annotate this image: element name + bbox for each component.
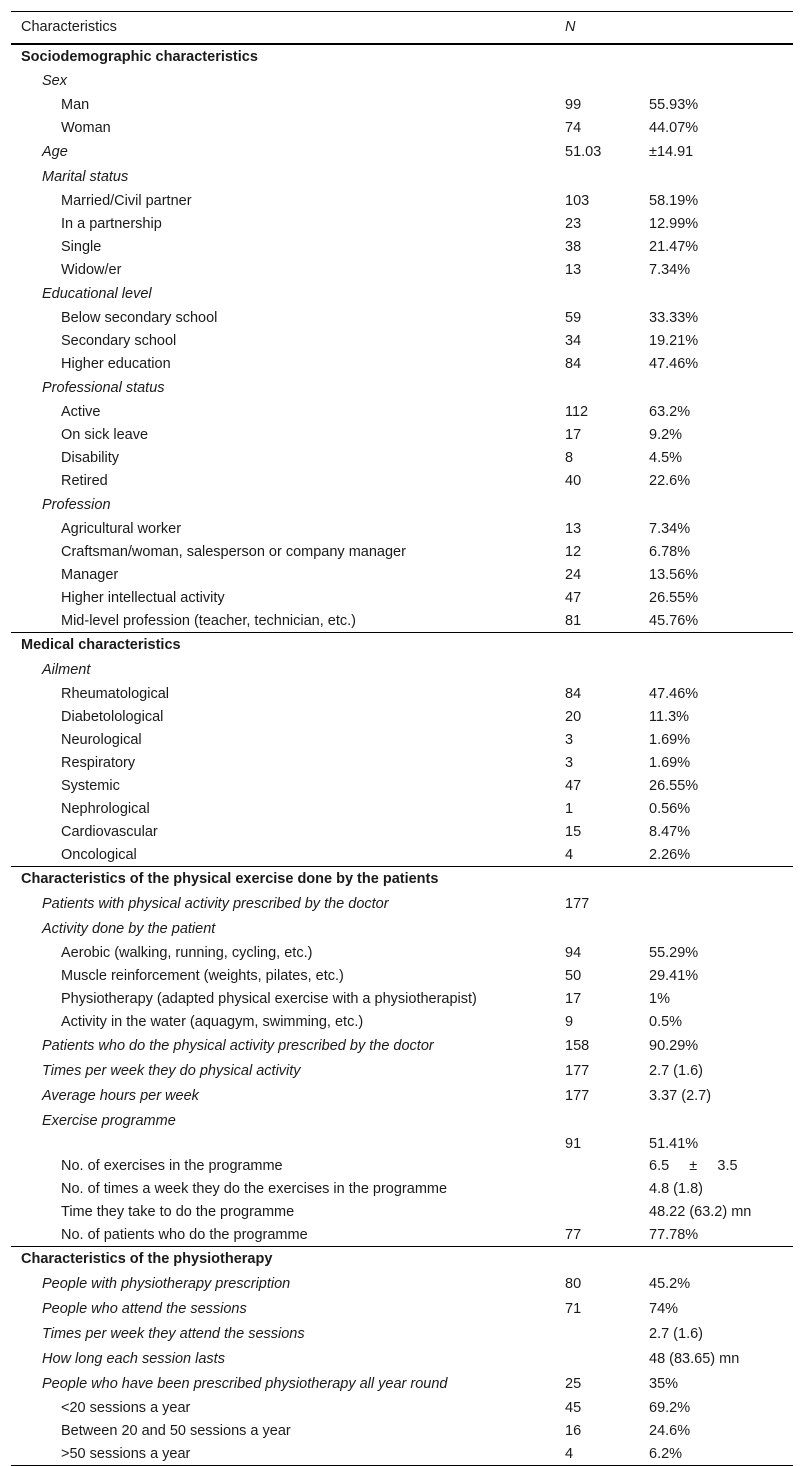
n-cell: 23 [565, 216, 582, 232]
group-row [11, 1059, 793, 1084]
row-label: Mid-level profession (teacher, technician, etc.) [61, 612, 356, 629]
table-row [11, 236, 793, 259]
value-cell: 1% [649, 991, 670, 1007]
row-label: Educational level [42, 286, 152, 302]
n-cell [565, 1109, 649, 1134]
section-row [11, 44, 793, 69]
table-row [11, 259, 793, 282]
value-cell [649, 917, 793, 942]
table-row [11, 1155, 793, 1178]
characteristics-table [11, 11, 793, 1466]
value-cell: 63.2% [649, 404, 691, 420]
n-cell [565, 493, 649, 518]
n-cell: 13 [565, 262, 582, 278]
row-label: Higher intellectual activity [61, 590, 225, 606]
header-value [649, 12, 793, 44]
row-label: People who have been prescribed physiotherapy all year round [42, 1376, 448, 1392]
value-cell: 45.76% [649, 612, 699, 629]
value-cell: 47.46% [649, 356, 699, 372]
value-cell: 4.8 (1.8) [649, 1181, 703, 1197]
n-cell [565, 1347, 649, 1372]
table-row [11, 587, 793, 610]
row-label: Higher education [61, 356, 171, 372]
value-cell: 69.2% [649, 1400, 691, 1416]
row-label: Below secondary school [61, 310, 218, 326]
table-row [11, 353, 793, 376]
n-cell: 71 [565, 1301, 582, 1317]
value-cell: 7.34% [649, 521, 691, 537]
row-label: Ailment [42, 662, 91, 678]
table-row [11, 1397, 793, 1420]
row-label: Active [61, 404, 101, 420]
n-cell [565, 1247, 649, 1272]
n-cell [565, 165, 649, 190]
section-row [11, 1247, 793, 1272]
group-row [11, 1084, 793, 1109]
value-cell: 1.69% [649, 755, 691, 771]
group-row [11, 140, 793, 165]
n-cell: 51.03 [565, 144, 602, 160]
n-cell: 13 [565, 521, 582, 537]
row-label: Average hours per week [42, 1088, 199, 1104]
value-cell: 29.41% [649, 968, 699, 984]
n-cell: 3 [565, 755, 574, 771]
value-cell: 55.93% [649, 97, 699, 113]
value-cell: 45.2% [649, 1276, 691, 1292]
group-row [11, 917, 793, 942]
table-header [11, 12, 793, 44]
group-row [11, 1272, 793, 1297]
table-row [11, 1201, 793, 1224]
row-label: Disability [61, 450, 120, 466]
n-cell: 177 [565, 1088, 590, 1104]
section-title: Medical characteristics [11, 633, 565, 658]
table-row [11, 1420, 793, 1443]
row-label: Physiotherapy (adapted physical exercise with a physiotherapist) [61, 991, 477, 1007]
value-cell: 77.78% [649, 1226, 699, 1243]
table-row [11, 1443, 793, 1466]
n-cell: 177 [565, 896, 590, 912]
table-row [11, 117, 793, 140]
value-cell: 26.55% [649, 590, 699, 606]
n-cell [565, 633, 649, 658]
n-cell [565, 1178, 649, 1201]
group-row [11, 165, 793, 190]
value-cell: 90.29% [649, 1038, 699, 1054]
header-characteristics: Characteristics [11, 12, 565, 44]
n-cell [565, 867, 649, 892]
table-row [11, 330, 793, 353]
value-cell: 8.47% [649, 824, 691, 840]
n-cell: 16 [565, 1423, 582, 1439]
value-cell: 12.99% [649, 216, 699, 232]
header-row [11, 12, 793, 44]
value-cell [649, 892, 793, 917]
value-cell: 55.29% [649, 945, 699, 961]
row-label: Exercise programme [42, 1113, 176, 1129]
n-cell: 9 [565, 1014, 574, 1030]
n-cell: 84 [565, 356, 582, 372]
n-cell: 158 [565, 1038, 590, 1054]
value-cell: 2.7 (1.6) [649, 1326, 703, 1342]
n-cell: 38 [565, 239, 582, 255]
section-title: Characteristics of the physical exercise done by the patients [11, 867, 565, 892]
row-label: Retired [61, 473, 108, 489]
table-row [11, 821, 793, 844]
row-label: Patients who do the physical activity prescribed by the doctor [42, 1038, 434, 1054]
n-cell: 20 [565, 709, 582, 725]
n-cell: 24 [565, 567, 582, 583]
n-cell: 50 [565, 968, 582, 984]
n-cell: 112 [565, 404, 589, 420]
table-body [11, 44, 793, 1466]
value-cell [649, 376, 793, 401]
value-cell [649, 493, 793, 518]
value-cell: 0.56% [649, 801, 691, 817]
section-title: Sociodemographic characteristics [21, 48, 258, 65]
n-cell: 94 [565, 945, 582, 961]
n-cell: 4 [565, 846, 574, 863]
row-label: Widow/er [61, 262, 122, 278]
group-row [11, 1347, 793, 1372]
value-cell: 44.07% [649, 120, 699, 136]
row-label: No. of times a week they do the exercises in the programme [61, 1181, 448, 1197]
row-label: Diabetolological [61, 709, 164, 725]
n-cell [565, 44, 649, 69]
value-cell: 13.56% [649, 567, 699, 583]
n-cell: 103 [565, 193, 590, 209]
value-cell: 74% [649, 1301, 679, 1317]
table-row [11, 307, 793, 330]
n-cell [565, 69, 649, 94]
table-row [11, 213, 793, 236]
table-row [11, 541, 793, 564]
value-cell: 0.5% [649, 1014, 683, 1030]
row-label: People who attend the sessions [42, 1301, 247, 1317]
row-label: Agricultural worker [61, 521, 182, 537]
value-cell: 1.69% [649, 732, 691, 748]
row-label: How long each session lasts [42, 1351, 225, 1367]
row-label: Woman [61, 120, 111, 136]
group-row [11, 376, 793, 401]
n-cell [565, 917, 649, 942]
n-cell: 17 [565, 427, 582, 443]
n-cell: 74 [565, 120, 582, 136]
table-row [11, 401, 793, 424]
value-cell [649, 44, 793, 69]
n-cell: 91 [565, 1136, 582, 1152]
value-cell: 58.19% [649, 193, 699, 209]
table-row [11, 1011, 793, 1034]
n-cell: 81 [565, 612, 582, 629]
value-cell: 47.46% [649, 686, 699, 702]
value-cell: 48 (83.65) mn [649, 1351, 740, 1367]
n-cell: 47 [565, 590, 582, 606]
row-label: Between 20 and 50 sessions a year [61, 1423, 291, 1439]
n-cell: 80 [565, 1276, 582, 1292]
value-cell: 3.37 (2.7) [649, 1088, 712, 1104]
table-row [11, 564, 793, 587]
value-cell [649, 633, 793, 658]
group-row [11, 493, 793, 518]
row-label: Muscle reinforcement (weights, pilates, etc.) [61, 968, 344, 984]
n-cell: 15 [565, 824, 582, 840]
table-row [11, 798, 793, 821]
row-label: <20 sessions a year [61, 1400, 191, 1416]
n-cell [565, 658, 649, 683]
n-cell: 84 [565, 686, 582, 702]
table-row [11, 988, 793, 1011]
group-row [11, 1297, 793, 1322]
value-cell: 24.6% [649, 1423, 691, 1439]
row-label: Patients with physical activity prescribed by the doctor [42, 896, 389, 912]
group-row [11, 282, 793, 307]
row-label: Time they take to do the programme [61, 1204, 295, 1220]
characteristics-table-container [11, 11, 793, 1466]
group-row [11, 658, 793, 683]
row-label: Manager [61, 567, 119, 583]
value-cell: 35% [649, 1376, 679, 1392]
value-cell: 6.78% [649, 544, 691, 560]
n-cell [565, 376, 649, 401]
value-cell: 51.41% [649, 1136, 699, 1152]
table-row [11, 844, 793, 867]
row-label: Oncological [61, 846, 137, 863]
section-row [11, 633, 793, 658]
n-cell: 1 [565, 801, 574, 817]
row-label: Nephrological [61, 801, 150, 817]
n-cell: 8 [565, 450, 574, 466]
table-row [11, 752, 793, 775]
row-label: Married/Civil partner [61, 193, 192, 209]
group-row [11, 892, 793, 917]
n-cell: 77 [565, 1226, 582, 1243]
row-label: Times per week they do physical activity [42, 1063, 301, 1079]
n-cell: 34 [565, 333, 582, 349]
header-n: N [565, 12, 649, 44]
group-row [11, 1372, 793, 1397]
table-row [11, 424, 793, 447]
value-cell: 19.21% [649, 333, 699, 349]
value-cell: 6.5 ± 3.5 [649, 1158, 738, 1174]
row-label: Neurological [61, 732, 142, 748]
table-row [11, 518, 793, 541]
row-label: Marital status [42, 169, 129, 185]
value-cell [649, 165, 793, 190]
table-row [11, 94, 793, 117]
value-cell: 2.26% [649, 846, 691, 863]
table-row [11, 1178, 793, 1201]
row-label: No. of patients who do the programme [61, 1226, 308, 1243]
row-label [11, 1134, 565, 1155]
row-label: Profession [42, 497, 111, 513]
n-cell: 47 [565, 778, 582, 794]
table-row [11, 775, 793, 798]
n-cell: 99 [565, 97, 582, 113]
table-row [11, 706, 793, 729]
row-label: In a partnership [61, 216, 162, 232]
value-cell: 33.33% [649, 310, 699, 326]
row-label: Respiratory [61, 755, 136, 771]
section-row [11, 867, 793, 892]
value-cell: 6.2% [649, 1443, 793, 1466]
table-row [11, 1134, 793, 1155]
value-cell [649, 69, 793, 94]
n-cell [565, 282, 649, 307]
n-cell: 59 [565, 310, 582, 326]
table-row [11, 942, 793, 965]
row-label: Cardiovascular [61, 824, 158, 840]
value-cell: 26.55% [649, 778, 699, 794]
row-label: Aerobic (walking, running, cycling, etc.) [61, 945, 313, 961]
value-cell: 11.3% [649, 709, 690, 725]
row-label: Activity in the water (aquagym, swimming, etc.) [61, 1014, 364, 1030]
value-cell: 4.5% [649, 450, 683, 466]
value-cell [649, 658, 793, 683]
row-label: >50 sessions a year [11, 1443, 565, 1466]
value-cell: ±14.91 [649, 144, 694, 160]
n-cell: 25 [565, 1376, 582, 1392]
row-label: Age [42, 144, 68, 160]
value-cell: 2.7 (1.6) [649, 1063, 703, 1079]
table-row [11, 683, 793, 706]
n-cell [565, 1201, 649, 1224]
n-cell: 177 [565, 1063, 590, 1079]
n-cell: 3 [565, 732, 574, 748]
group-row [11, 1109, 793, 1134]
row-label: Systemic [61, 778, 120, 794]
table-row [11, 447, 793, 470]
value-cell [649, 1109, 793, 1134]
row-label: Times per week they attend the sessions [42, 1326, 305, 1342]
row-label: Professional status [42, 380, 165, 396]
n-cell: 12 [565, 544, 582, 560]
row-label: Single [61, 239, 102, 255]
n-cell: 45 [565, 1400, 582, 1416]
n-cell [565, 1322, 649, 1347]
row-label: Activity done by the patient [42, 921, 216, 937]
row-label: Man [61, 97, 90, 113]
row-label: No. of exercises in the programme [61, 1158, 283, 1174]
n-cell: 17 [565, 991, 582, 1007]
value-cell: 9.2% [649, 427, 683, 443]
row-label: On sick leave [61, 427, 149, 443]
row-label: Secondary school [61, 333, 177, 349]
row-label: Craftsman/woman, salesperson or company manager [61, 544, 406, 560]
table-row [11, 1224, 793, 1247]
value-cell [649, 282, 793, 307]
table-row [11, 190, 793, 213]
group-row [11, 1322, 793, 1347]
group-row [11, 1034, 793, 1059]
group-row [11, 69, 793, 94]
n-cell: 40 [565, 473, 582, 489]
table-row [11, 470, 793, 493]
row-label: Rheumatological [61, 686, 170, 702]
table-row [11, 965, 793, 988]
value-cell [649, 867, 793, 892]
value-cell: 22.6% [649, 473, 691, 489]
section-title: Characteristics of the physiotherapy [11, 1247, 565, 1272]
value-cell: 21.47% [649, 239, 699, 255]
n-cell: 4 [565, 1443, 649, 1466]
value-cell [649, 1247, 793, 1272]
row-label: Sex [42, 73, 67, 89]
table-row [11, 729, 793, 752]
n-cell [565, 1155, 649, 1178]
row-label: People with physiotherapy prescription [42, 1276, 291, 1292]
value-cell: 7.34% [649, 262, 691, 278]
value-cell: 48.22 (63.2) mn [649, 1204, 752, 1220]
table-row [11, 610, 793, 633]
